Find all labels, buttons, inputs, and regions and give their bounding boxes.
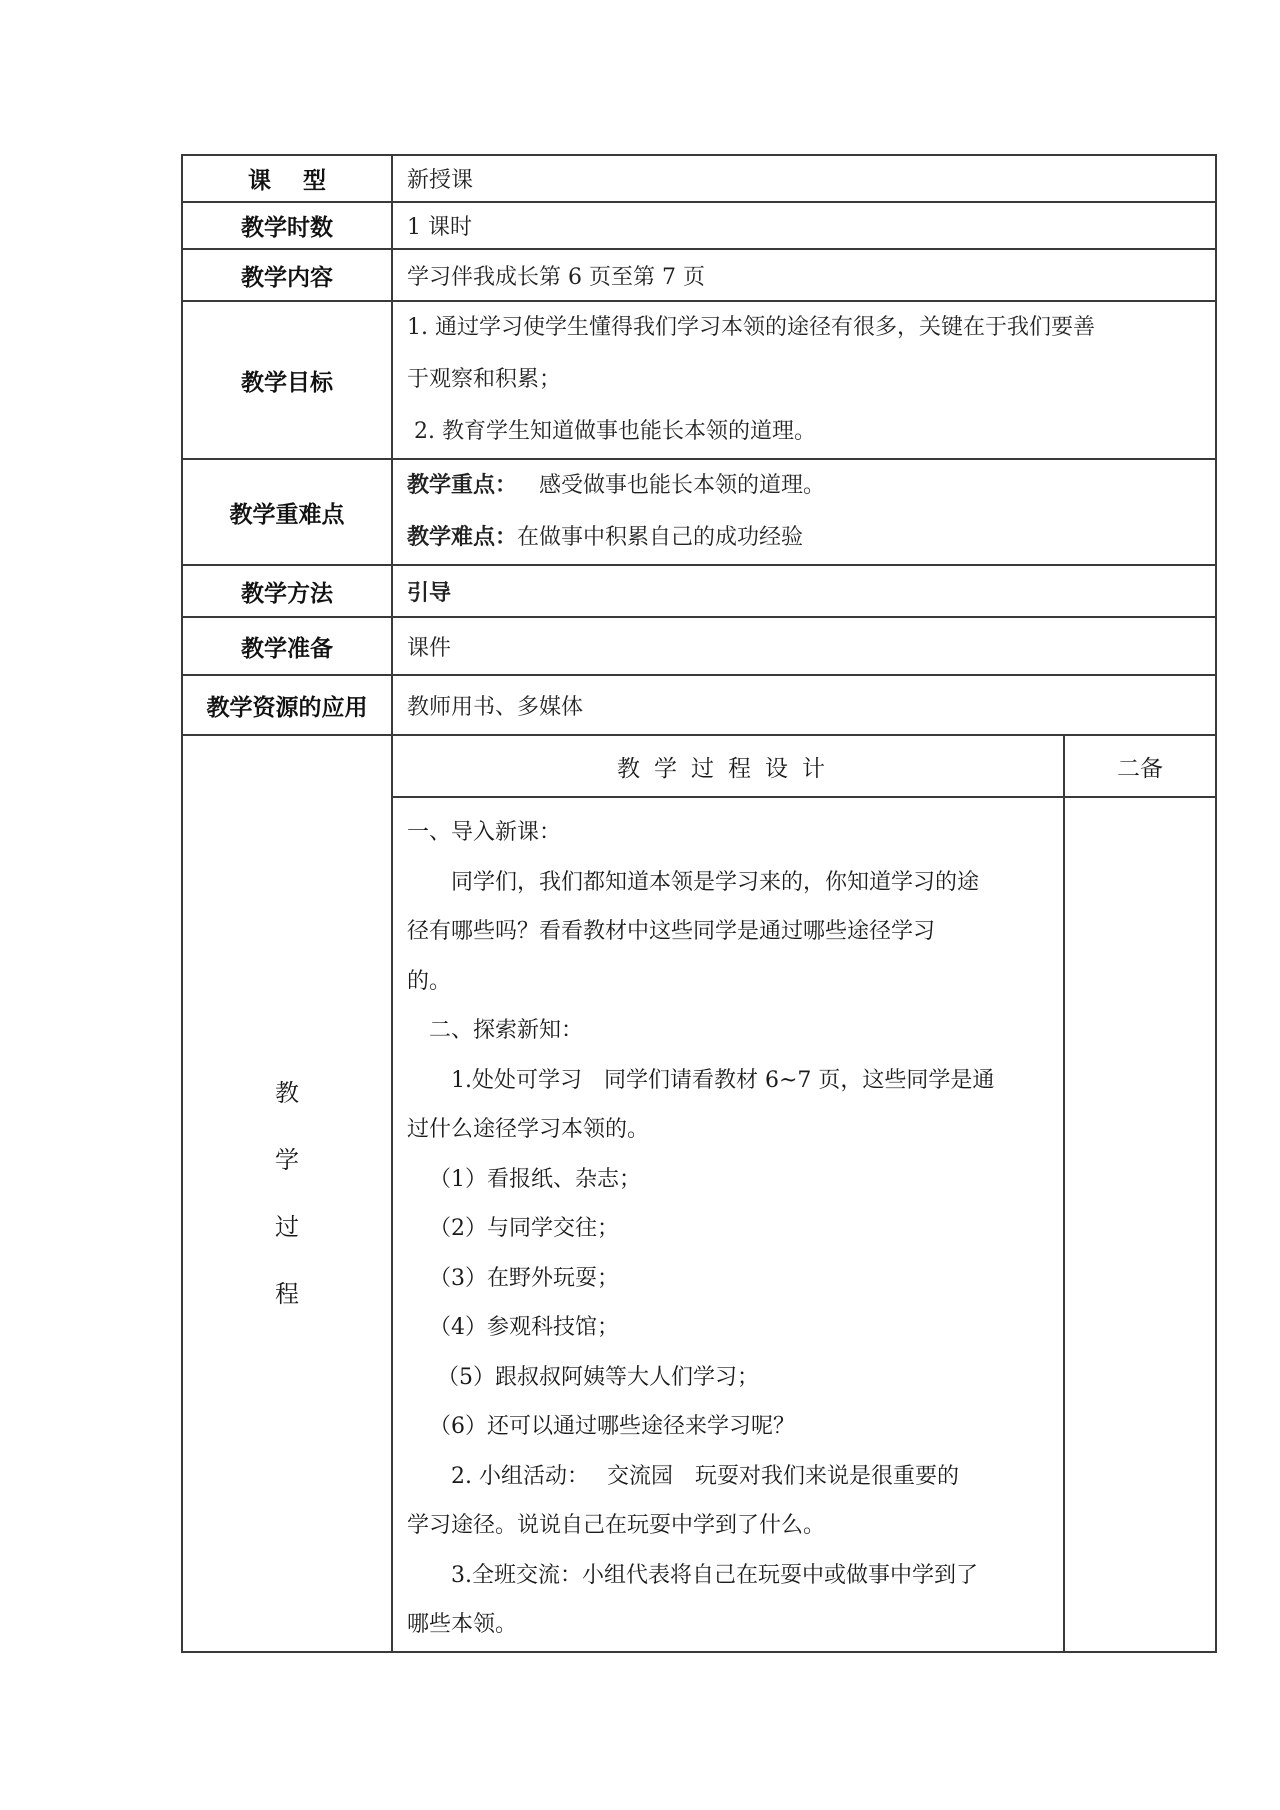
key-point-line: [407, 460, 1215, 512]
process-line: 2. 小组活动： 交流园 玩耍对我们来说是很重要的: [451, 1463, 959, 1489]
process-line: 一、导入新课：: [407, 820, 562, 845]
process-line: 过什么途径学习本领的。: [407, 1117, 650, 1142]
objectives-value: [392, 301, 1216, 459]
design-header: 教学过程设计: [392, 735, 1064, 797]
row-objectives: [182, 301, 1216, 459]
objectives-label: 教学目标: [182, 301, 392, 459]
process-line: 的。: [407, 968, 452, 994]
process-line: （3）在野外玩耍；: [429, 1265, 619, 1291]
objective-line: 于观察和积累；: [407, 367, 562, 392]
row-preparation: [182, 617, 1216, 675]
difficulty-label: 教学难点：: [407, 525, 518, 550]
method-label: 教学方法: [182, 565, 392, 617]
process-line: 径有哪些吗？看看教材中这些同学是通过哪些途径学习: [407, 919, 936, 944]
resources-label: 教学资源的应用: [182, 675, 392, 735]
method-value: 引导: [392, 565, 1216, 617]
objective-line: 2. 教育学生知道做事也能长本领的道理。: [407, 419, 816, 444]
class-hours-value: 1 课时: [392, 202, 1216, 249]
process-line: （6）还可以通过哪些途径来学习呢？: [429, 1414, 795, 1439]
key-difficult-value: [392, 459, 1216, 565]
row-process-header: [182, 735, 1216, 797]
row-key-difficult: [182, 459, 1216, 565]
process-label-char: 教: [275, 1078, 299, 1107]
preparation-value: 课件: [392, 617, 1216, 675]
difficulty-line: [407, 512, 1215, 564]
resources-value: 教师用书、多媒体: [392, 675, 1216, 735]
key-point-text: 感受做事也能长本领的道理。: [539, 473, 826, 498]
process-line: 1.处处可学习 同学们请看教材 6~7 页，这些同学是通: [451, 1067, 995, 1093]
process-label: [182, 735, 392, 1652]
second-prep-header: 二备: [1064, 735, 1216, 797]
process-line: 学习途径。说说自己在玩耍中学到了什么。: [407, 1513, 826, 1538]
key-difficult-label: 教学重难点: [182, 459, 392, 565]
process-line: （5）跟叔叔阿姨等大人们学习；: [437, 1364, 759, 1390]
process-label-char: 学: [275, 1145, 299, 1174]
lesson-type-value: 新授课: [392, 155, 1216, 202]
process-line: （1）看报纸、杂志；: [429, 1166, 641, 1192]
row-content: [182, 249, 1216, 301]
key-point-label: 教学重点：: [407, 473, 518, 498]
preparation-label: 教学准备: [182, 617, 392, 675]
row-resources: [182, 675, 1216, 735]
objective-line: 1. 通过学习使学生懂得我们学习本领的途径有很多，关键在于我们要善: [407, 315, 1095, 340]
content-label: 教学内容: [182, 249, 392, 301]
content-value: 学习伴我成长第 6 页至第 7 页: [392, 249, 1216, 301]
process-label-char: 过: [275, 1212, 299, 1241]
row-lesson-type: [182, 155, 1216, 202]
process-label-char: 程: [275, 1279, 299, 1308]
lesson-plan-table: [181, 154, 1217, 1653]
second-prep-body: [1064, 797, 1216, 1652]
process-line: （4）参观科技馆；: [429, 1315, 619, 1340]
process-line: 哪些本领。: [407, 1612, 518, 1637]
process-line: 二、探索新知：: [429, 1018, 584, 1043]
class-hours-label: 教学时数: [182, 202, 392, 249]
process-line: 3.全班交流：小组代表将自己在玩耍中或做事中学到了: [451, 1562, 978, 1588]
process-line: （2）与同学交往；: [429, 1216, 619, 1241]
lesson-type-label: 课 型: [182, 155, 392, 202]
process-line: 同学们，我们都知道本领是学习来的，你知道学习的途: [451, 869, 980, 895]
row-method: [182, 565, 1216, 617]
row-class-hours: [182, 202, 1216, 249]
difficulty-text: 在做事中积累自己的成功经验: [517, 525, 804, 550]
process-design-body: [392, 797, 1064, 1652]
